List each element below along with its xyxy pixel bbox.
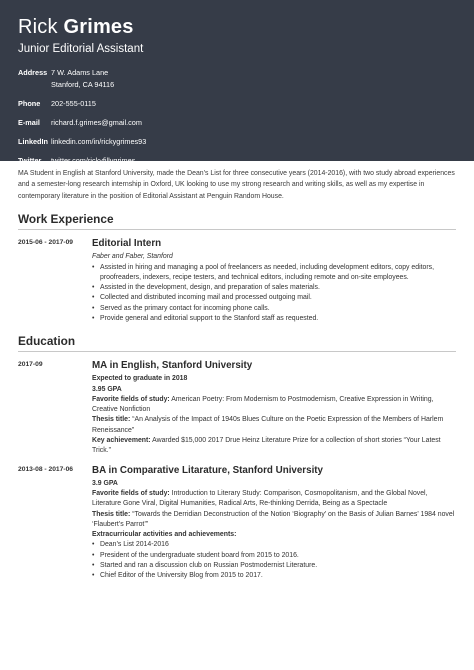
contact-label: Address [18,68,48,77]
education-entry [18,464,456,582]
entry-date: 2017-09 [18,361,43,369]
thesis [92,510,456,531]
contact-linkedin [18,136,456,148]
contact-label: LinkedIn [18,137,48,146]
list-item: • Served as the primary contact for incoming phone calls. [92,304,456,314]
contact-address [18,67,456,91]
list-item: • Assisted in the development, design, and preparation of sales materials. [92,283,456,293]
list-item: • Started and ran a discussion club on Russian Postmodernist Literature. [92,561,456,571]
entry-title: BA in Comparative Litarature, Stanford University [92,464,324,476]
bullet-list [92,263,456,325]
entry-date: 2015-06 - 2017-09 [18,239,74,247]
fields-label: Favorite fields of study: [92,489,170,497]
phone-value[interactable]: 202-555-0115 [51,99,96,108]
thesis-label: Thesis title: [92,510,131,518]
fields-of-study [92,489,456,510]
list-item: • Chief Editor of the University Blog from 2015 to 2017. [92,571,456,581]
contact-value[interactable] [51,136,146,148]
extracurricular-label: Extracurricular activities and achievements: [92,531,237,539]
work-experience-heading: Work Experience [18,212,456,230]
twitter-link[interactable]: twitter.com/rickyfillygrimes [51,156,136,165]
full-name [18,16,456,38]
education-heading: Education [18,334,456,352]
contact-value [51,67,114,91]
resume-body [0,161,474,582]
thesis [92,415,456,436]
linkedin-link[interactable]: linkedin.com/in/rickygrimes93 [51,137,147,146]
email-link[interactable]: richard.f.grimes@gmail.com [51,118,142,127]
fields-of-study [92,395,456,416]
work-entry [18,237,456,324]
expected-graduation: Expected to graduate in 2018 [92,375,188,383]
list-item: • Dean’s List 2014-2016 [92,540,456,550]
thesis-value: “Towards the Derridian Deconstruction of the Notion ‘Biography’ on the Basis of Julian Barnes’ 1984 novel ‘Flaubert’s Parrot’” [92,510,455,528]
entry-body [92,237,456,324]
achievement-label: Key achievement: [92,437,151,445]
list-item: • Provide general and editorial support to the Stanford staff as requested. [92,314,456,324]
entry-title: MA in English, Stanford University [92,360,253,372]
contact-email [18,117,456,129]
entry-body [92,359,456,456]
contact-value[interactable] [51,155,135,167]
gpa: 3.9 GPA [92,479,118,487]
entry-subtitle: Faber and Faber, Stanford [92,253,173,261]
contact-label: E-mail [18,118,40,127]
entry-title: Editorial Intern [92,238,162,250]
address-line-2: Stanford, CA 94116 [51,80,115,89]
list-item: • Assisted in hiring and managing a pool of freelancers as needed, including development editors, copy editors, proofreaders, indexers, recipe testers, and technical editors, including remote and on-site employees. [92,263,456,284]
thesis-value: “An Analysis of the Impact of 1940s Blues Culture on the Poetic Expression of the Members of Harlem Reneissance” [92,416,444,434]
key-achievement [92,436,456,457]
achievement-value: Awarded $15,000 2017 Drue Heinz Literature Prize for a collection of short stories “Your Latest Trick.” [92,437,441,455]
fields-value: Introduction to Literary Study: Comparison, Cosmopolitanism, and the Global Novel, Literature Gone Viral, Digital Humanities, Radical Arts, Re-thinking Derrida, Being as a Spectacle [92,489,428,508]
contact-value[interactable] [51,117,142,129]
contact-label: Twitter [18,156,42,165]
address-line-1: 7 W. Adams Lane [51,68,109,77]
contact-phone [18,98,456,110]
resume-header [0,0,474,165]
list-item: • Collected and distributed incoming mail and processed outgoing mail. [92,293,456,303]
job-title: Junior Editorial Assistant [18,43,144,55]
thesis-label: Thesis title: [92,416,131,424]
last-name: Grimes [63,16,134,38]
entry-body [92,464,456,582]
bullet-list [92,540,456,581]
fields-label: Favorite fields of study: [92,395,170,403]
education-entry [18,359,456,456]
entry-date: 2013-08 - 2017-06 [18,465,74,473]
summary: MA Student in English at Stanford University, made the Dean’s List for three consecutive years (2014-2016), with two study abroad experiences and a semester-long research internship in Oxford, UK looking to use my strong research and writing skills, as well as my expertise in contemporary literature in the position of Editorial Assistant at Penguin Random House. [18,170,455,200]
gpa: 3.95 GPA [92,385,122,393]
contact-label: Phone [18,99,41,108]
contact-value[interactable] [51,98,96,110]
fields-value: American Poetry: From Modernism to Postmodernism, Creative Expression in Writing, Creative Nonfiction [92,395,434,414]
list-item: • President of the undergraduate student board from 2015 to 2016. [92,551,456,561]
contact-list [18,67,456,167]
first-name: Rick [18,16,58,38]
